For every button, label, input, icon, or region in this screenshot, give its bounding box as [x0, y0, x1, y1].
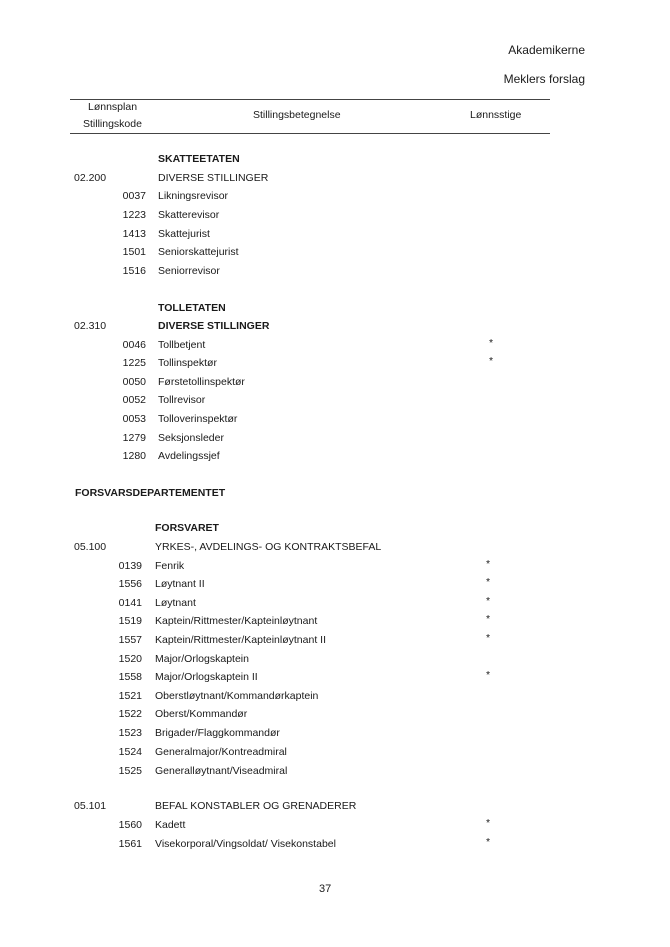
position-code: 0037 — [122, 190, 146, 202]
position-title: Tollbetjent — [158, 339, 206, 351]
col-header-scale: Lønnsstige — [470, 109, 522, 121]
position-title: Generalmajor/Kontreadmiral — [155, 746, 287, 758]
position-code: 1279 — [122, 432, 146, 444]
position-title: Avdelingssjef — [158, 450, 220, 462]
position-title: Kaptein/Rittmester/Kapteinløytnant — [155, 615, 318, 627]
salary-scale-marker: * — [486, 595, 491, 607]
position-code: 1223 — [122, 209, 146, 221]
pay-plan-code: 02.310 — [74, 320, 107, 332]
position-code: 1522 — [118, 708, 142, 720]
position-title: DIVERSE STILLINGER — [158, 172, 269, 184]
position-title: Seniorrevisor — [158, 265, 220, 277]
salary-scale-marker: * — [486, 558, 491, 570]
position-title: SKATTEETATEN — [158, 153, 240, 165]
position-code: 1558 — [118, 671, 142, 683]
position-title: Brigader/Flaggkommandør — [155, 727, 280, 739]
position-code: 0046 — [122, 339, 146, 351]
position-title: BEFAL KONSTABLER OG GRENADERER — [155, 800, 357, 812]
position-code: 0141 — [118, 597, 142, 609]
salary-scale-marker: * — [486, 576, 491, 588]
position-title: TOLLETATEN — [158, 302, 226, 314]
position-code: 1521 — [118, 690, 142, 702]
position-code: 1525 — [118, 765, 142, 777]
salary-scale-marker: * — [489, 355, 494, 367]
position-code: 1501 — [122, 246, 146, 258]
salary-scale-marker: * — [489, 337, 494, 349]
position-code: 1519 — [118, 615, 142, 627]
org-name: Akademikerne — [508, 43, 585, 57]
salary-scale-marker: * — [486, 669, 491, 681]
page-number: 37 — [319, 883, 332, 895]
position-title: YRKES-, AVDELINGS- OG KONTRAKTSBEFAL — [155, 541, 382, 553]
header-bottom-rule — [70, 133, 550, 134]
position-code: 1516 — [122, 265, 146, 277]
position-code: 1413 — [122, 228, 146, 240]
position-code: 1524 — [118, 746, 142, 758]
position-title: Tollrevisor — [158, 394, 206, 406]
position-code: 1520 — [118, 653, 142, 665]
position-title: Kadett — [155, 819, 186, 831]
position-title: Oberst/Kommandør — [155, 708, 248, 720]
position-title: DIVERSE STILLINGER — [158, 320, 270, 332]
pay-plan-code: 02.200 — [74, 172, 107, 184]
position-title: Generalløytnant/Viseadmiral — [155, 765, 288, 777]
position-code: 0052 — [122, 394, 146, 406]
position-title: Major/Orlogskaptein II — [155, 671, 258, 683]
position-code: 1280 — [122, 450, 146, 462]
col-header-plan: Lønnsplan — [88, 101, 138, 113]
pay-plan-code: 05.101 — [74, 800, 107, 812]
position-title: Tollinspektør — [158, 357, 217, 369]
position-code: 1560 — [118, 819, 142, 831]
col-header-code: Stillingskode — [83, 118, 142, 130]
position-title: Likningsrevisor — [158, 190, 229, 202]
position-title: Fenrik — [155, 560, 185, 572]
position-title: Seniorskattejurist — [158, 246, 239, 258]
document-subtitle: Meklers forslag — [503, 72, 585, 86]
position-code: 0139 — [118, 560, 142, 572]
position-title: FORSVARET — [155, 522, 219, 534]
position-code: 1557 — [118, 634, 142, 646]
position-title: Oberstløytnant/Kommandørkaptein — [155, 690, 319, 702]
position-title: Major/Orlogskaptein — [155, 653, 249, 665]
position-title: Løytnant — [155, 597, 196, 609]
position-title: Førstetollinspektør — [158, 376, 245, 388]
position-title: Visekorporal/Vingsoldat/ Visekonstabel — [155, 838, 336, 850]
position-code: 1523 — [118, 727, 142, 739]
position-code: 0050 — [122, 376, 146, 388]
salary-scale-marker: * — [486, 613, 491, 625]
header-top-rule — [70, 99, 550, 100]
position-code: 1225 — [122, 357, 146, 369]
position-title: Seksjonsleder — [158, 432, 224, 444]
position-code: 1561 — [118, 838, 142, 850]
position-code: 1556 — [118, 578, 142, 590]
position-code: 0053 — [122, 413, 146, 425]
pay-plan-code: 05.100 — [74, 541, 107, 553]
position-title: Tolloverinspektør — [158, 413, 238, 425]
pay-plan-code: FORSVARSDEPARTEMENTET — [75, 487, 226, 499]
position-title: Skatterevisor — [158, 209, 220, 221]
salary-scale-marker: * — [486, 817, 491, 829]
position-title: Kaptein/Rittmester/Kapteinløytnant II — [155, 634, 326, 646]
position-title: Skattejurist — [158, 228, 210, 240]
position-title: Løytnant II — [155, 578, 205, 590]
col-header-title: Stillingsbetegnelse — [253, 109, 341, 121]
salary-scale-marker: * — [486, 632, 491, 644]
salary-scale-marker: * — [486, 836, 491, 848]
